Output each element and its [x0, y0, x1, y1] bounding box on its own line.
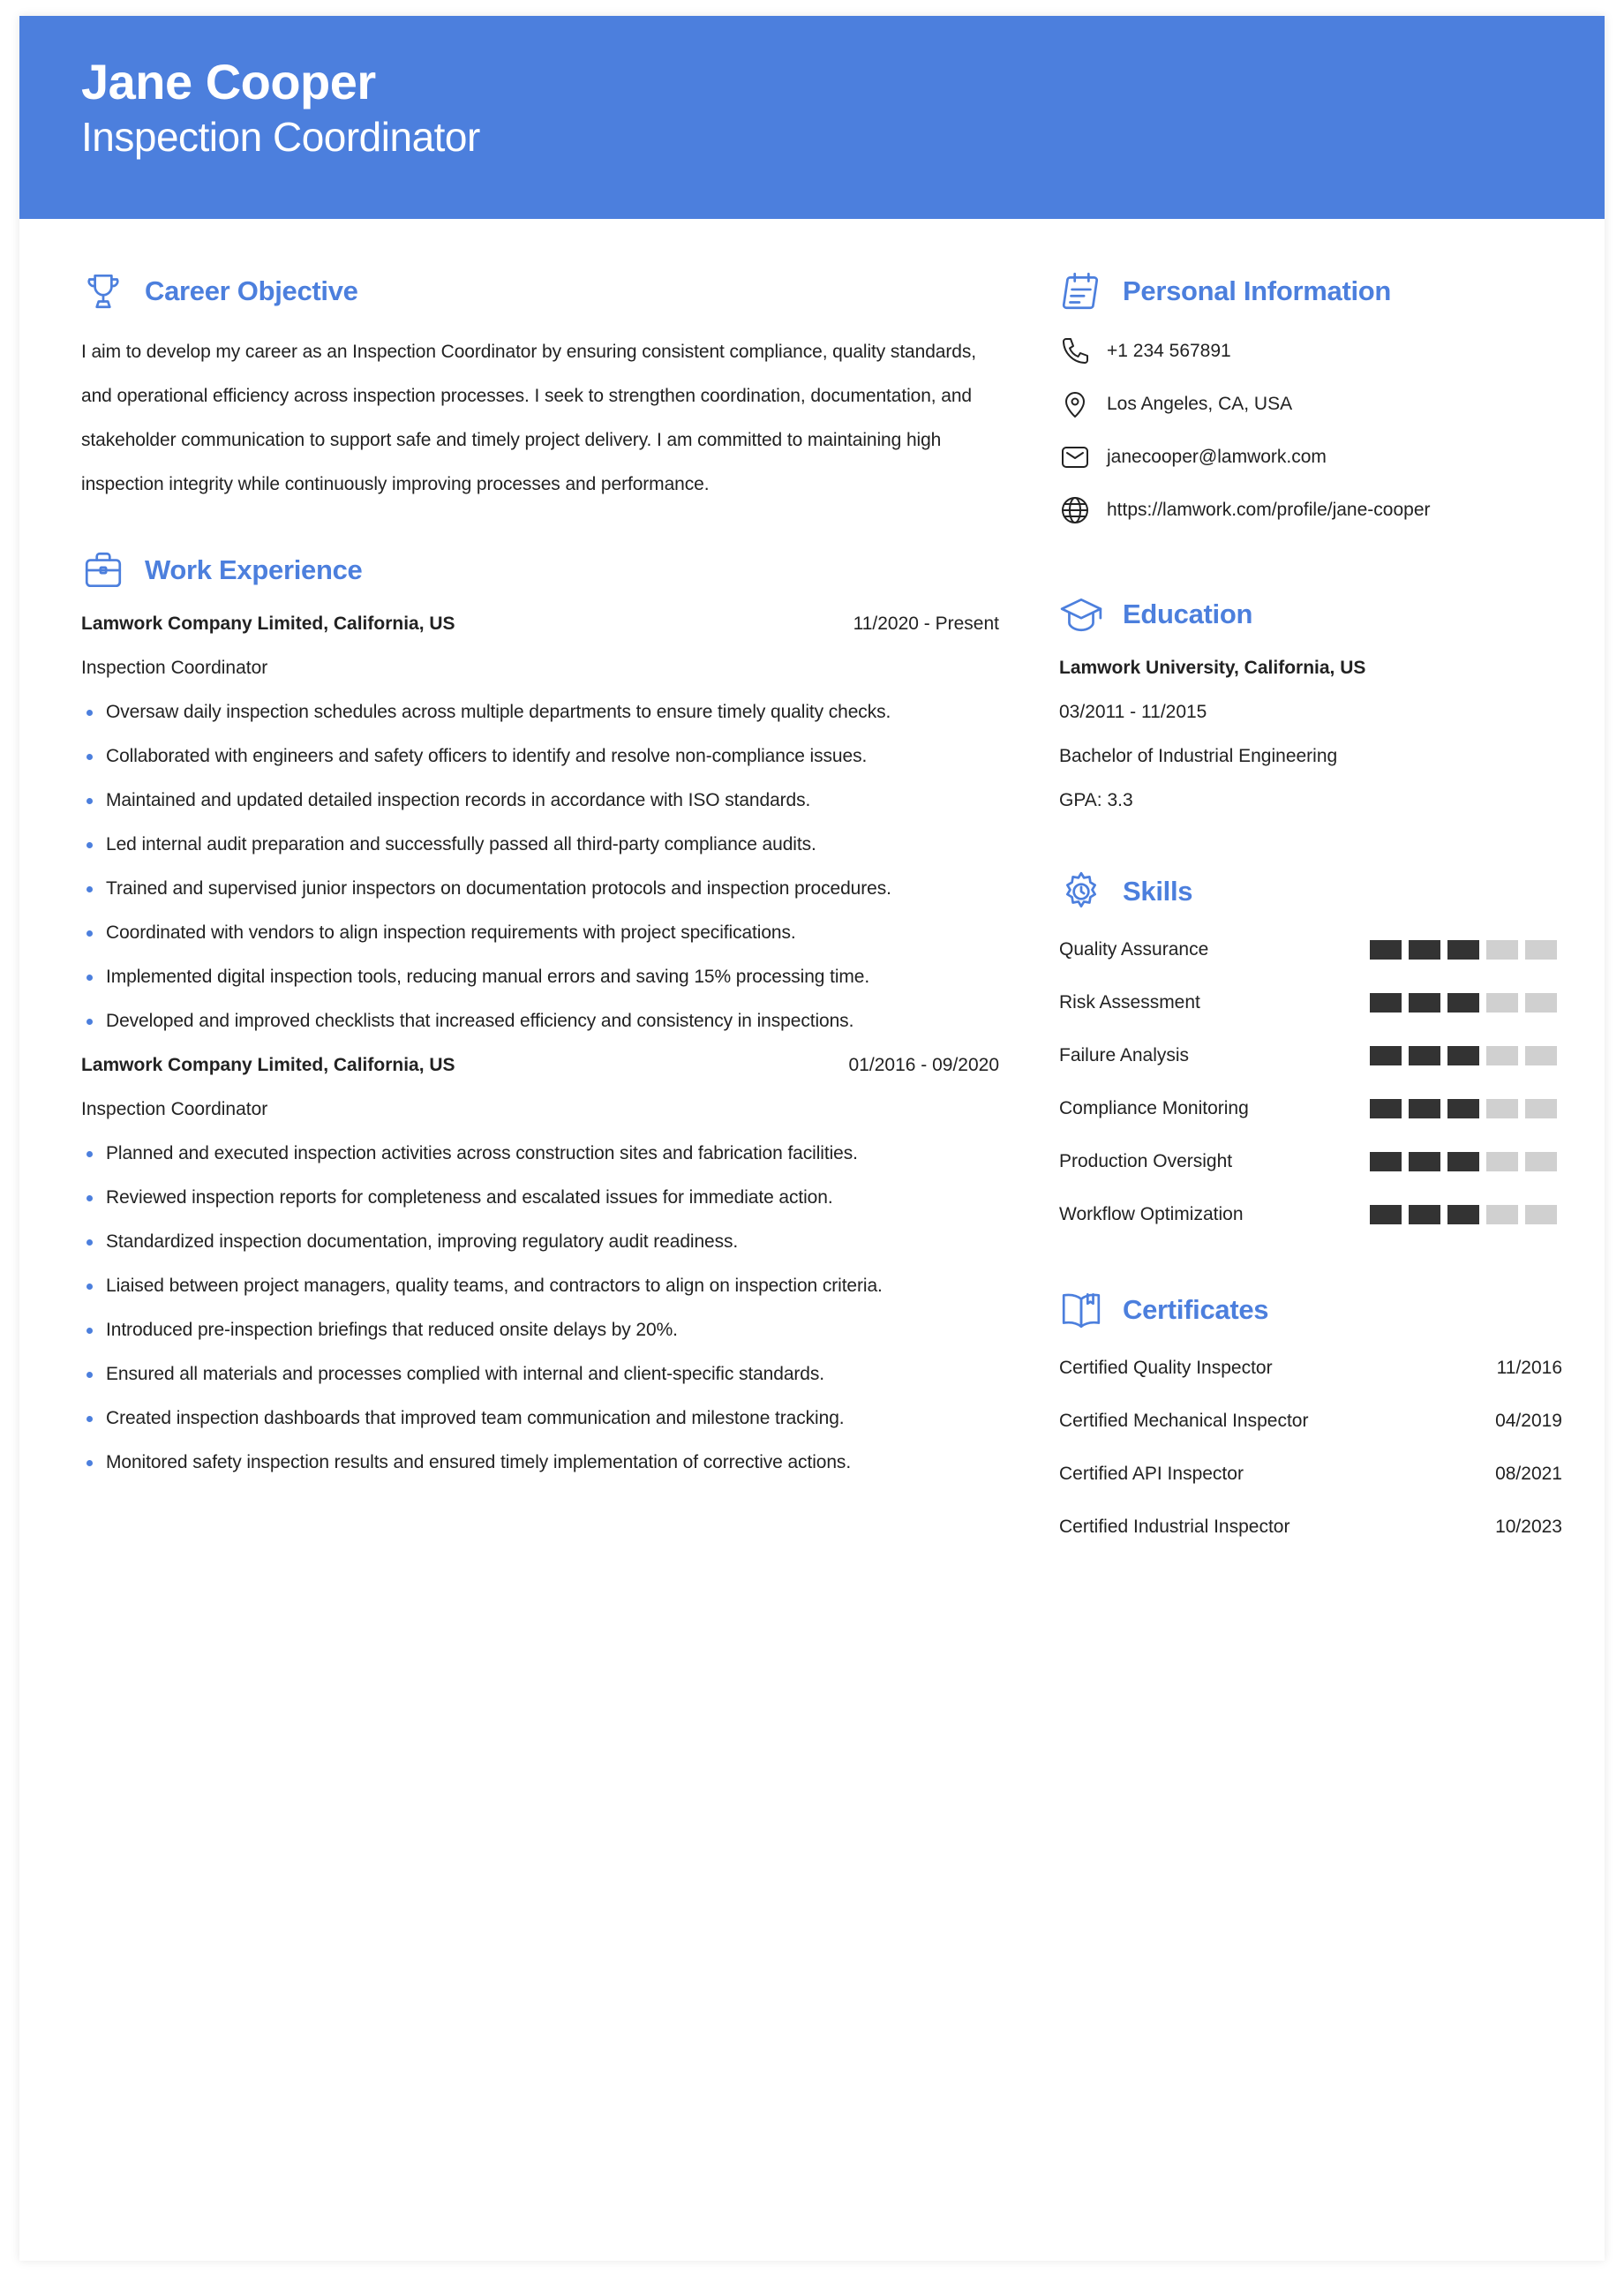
- career-objective-text: [81, 330, 999, 507]
- skill-segment-empty: [1525, 1099, 1557, 1118]
- skill-segment-empty: [1525, 1046, 1557, 1065]
- candidate-name: Jane Cooper: [81, 54, 376, 109]
- bullet-item: Reviewed inspection reports for completeness and escalated issues for immediate action.: [81, 1176, 999, 1220]
- education-degree: Bachelor of Industrial Engineering: [1059, 746, 1338, 766]
- certificates-list: [1059, 1342, 1562, 1554]
- right-column: [1059, 263, 1562, 1554]
- bullet-item: Trained and supervised junior inspectors on documentation protocols and inspection procedures.: [81, 867, 999, 911]
- candidate-title: Inspection Coordinator: [81, 114, 480, 161]
- skill-segment-empty: [1486, 1152, 1518, 1171]
- job-header: [81, 602, 999, 646]
- bullet-item: Introduced pre-inspection briefings that reduced onsite delays by 20%.: [81, 1308, 999, 1352]
- bullet-item: Liaised between project managers, quality teams, and contractors to align on inspection criteria.: [81, 1264, 999, 1308]
- location-pin-icon: [1059, 388, 1091, 420]
- skill-segment-empty: [1525, 993, 1557, 1013]
- skill-segment-filled: [1370, 940, 1402, 960]
- skill-segment-filled: [1409, 1046, 1440, 1065]
- bullet-item: Oversaw daily inspection schedules across multiple departments to ensure timely quality checks.: [81, 690, 999, 734]
- job-entry: [81, 602, 999, 1043]
- section-title: Personal Information: [1123, 275, 1392, 306]
- education-dates: 03/2011 - 11/2015: [1059, 702, 1207, 722]
- skill-row: [1059, 1188, 1562, 1241]
- certificate-date: 08/2021: [1495, 1464, 1562, 1484]
- section-header: [1059, 1282, 1562, 1338]
- certificate-date: 10/2023: [1495, 1517, 1562, 1537]
- skills-list: [1059, 923, 1562, 1241]
- skill-segment-filled: [1447, 1152, 1479, 1171]
- education-section: [1059, 586, 1562, 823]
- skill-name: Quality Assurance: [1059, 939, 1209, 960]
- skill-segment-filled: [1447, 1099, 1479, 1118]
- bullet-item: Ensured all materials and processes complied with internal and client-specific standards.: [81, 1352, 999, 1396]
- job-dates: 11/2020 - Present: [853, 614, 999, 634]
- bullet-item: Monitored safety inspection results and ensured timely implementation of corrective actions.: [81, 1441, 999, 1485]
- skill-segment-filled: [1409, 1099, 1440, 1118]
- work-experience-section: [81, 542, 999, 1485]
- bullet-item: Collaborated with engineers and safety officers to identify and resolve non-compliance issues.: [81, 734, 999, 779]
- text-line: I aim to develop my career as an Inspection Coordinator by ensuring consistent compliance, quality standards,: [81, 342, 976, 362]
- calendar-note-icon: [1059, 269, 1103, 313]
- skills-section: [1059, 863, 1562, 1241]
- location-row: [1059, 378, 1562, 431]
- skill-segment-filled: [1409, 993, 1440, 1013]
- bullet-item: Standardized inspection documentation, improving regulatory audit readiness.: [81, 1220, 999, 1264]
- location-text: Los Angeles, CA, USA: [1107, 394, 1293, 414]
- graduation-cap-icon: [1059, 592, 1103, 636]
- book-icon: [1059, 1288, 1103, 1332]
- skill-segment-filled: [1447, 1205, 1479, 1224]
- skill-segment-empty: [1486, 993, 1518, 1013]
- text-line: inspection integrity while continuously improving processes and performance.: [81, 474, 710, 494]
- skill-name: Compliance Monitoring: [1059, 1098, 1249, 1118]
- job-bullets: [81, 1132, 999, 1485]
- job-dates: 01/2016 - 09/2020: [848, 1055, 999, 1075]
- bullet-item: Led internal audit preparation and successfully passed all third-party compliance audits.: [81, 823, 999, 867]
- section-header: [1059, 263, 1562, 320]
- job-header: [81, 1043, 999, 1088]
- skill-level-bar: [1370, 940, 1557, 960]
- certificate-row: [1059, 1448, 1562, 1501]
- skill-segment-filled: [1447, 1046, 1479, 1065]
- skill-segment-filled: [1370, 1152, 1402, 1171]
- section-title: Career Objective: [145, 275, 358, 306]
- bullet-item: Developed and improved checklists that increased efficiency and consistency in inspections.: [81, 999, 999, 1043]
- certificates-section: [1059, 1282, 1562, 1554]
- section-header: [1059, 863, 1562, 920]
- skill-segment-empty: [1486, 1046, 1518, 1065]
- mail-icon: [1059, 441, 1091, 473]
- bullet-item: Planned and executed inspection activities across construction sites and fabrication facilities.: [81, 1132, 999, 1176]
- skill-row: [1059, 1082, 1562, 1135]
- certificate-name: Certified Mechanical Inspector: [1059, 1411, 1309, 1431]
- skill-segment-empty: [1486, 1099, 1518, 1118]
- skill-level-bar: [1370, 1205, 1557, 1224]
- skill-segment-filled: [1409, 1205, 1440, 1224]
- gear-clock-icon: [1059, 869, 1103, 914]
- email-text[interactable]: janecooper@lamwork.com: [1107, 447, 1327, 467]
- skill-name: Workflow Optimization: [1059, 1204, 1244, 1224]
- job-bullets: [81, 690, 999, 1043]
- skill-name: Failure Analysis: [1059, 1045, 1190, 1065]
- education-gpa: GPA: 3.3: [1059, 790, 1133, 810]
- education-school: Lamwork University, California, US: [1059, 658, 1366, 678]
- career-objective-section: [81, 263, 999, 507]
- certificate-date: 11/2016: [1496, 1358, 1562, 1378]
- skill-segment-filled: [1370, 1046, 1402, 1065]
- skill-row: [1059, 923, 1562, 976]
- bullet-item: Implemented digital inspection tools, reducing manual errors and saving 15% processing time.: [81, 955, 999, 999]
- skill-segment-empty: [1525, 1205, 1557, 1224]
- briefcase-icon: [81, 548, 125, 592]
- skill-segment-empty: [1486, 940, 1518, 960]
- email-row: [1059, 431, 1562, 484]
- certificate-name: Certified Quality Inspector: [1059, 1358, 1273, 1378]
- skill-level-bar: [1370, 993, 1557, 1013]
- certificate-name: Certified API Inspector: [1059, 1464, 1244, 1484]
- job-role: Inspection Coordinator: [81, 658, 268, 678]
- skill-row: [1059, 976, 1562, 1029]
- job-entry: [81, 1043, 999, 1485]
- resume-header: [19, 16, 1605, 219]
- section-title: Skills: [1123, 876, 1193, 907]
- bullet-item: Maintained and updated detailed inspection records in accordance with ISO standards.: [81, 779, 999, 823]
- skill-segment-filled: [1409, 940, 1440, 960]
- globe-icon: [1059, 494, 1091, 526]
- skill-segment-empty: [1486, 1205, 1518, 1224]
- bullet-item: Created inspection dashboards that improved team communication and milestone tracking.: [81, 1396, 999, 1441]
- website-row: [1059, 484, 1562, 537]
- section-header: [81, 263, 999, 320]
- section-header: [81, 542, 999, 598]
- text-line: and operational efficiency across inspection processes. I seek to strengthen coordination, documentation, and: [81, 386, 973, 406]
- job-company: Lamwork Company Limited, California, US: [81, 614, 455, 634]
- section-title: Education: [1123, 598, 1253, 629]
- skill-level-bar: [1370, 1099, 1557, 1118]
- section-header: [1059, 586, 1562, 643]
- job-company: Lamwork Company Limited, California, US: [81, 1055, 455, 1075]
- bullet-item: Coordinated with vendors to align inspection requirements with project specifications.: [81, 911, 999, 955]
- skill-name: Production Oversight: [1059, 1151, 1233, 1171]
- skill-level-bar: [1370, 1152, 1557, 1171]
- skill-level-bar: [1370, 1046, 1557, 1065]
- skill-segment-empty: [1525, 940, 1557, 960]
- skill-row: [1059, 1029, 1562, 1082]
- skill-segment-filled: [1370, 1205, 1402, 1224]
- skill-segment-empty: [1525, 1152, 1557, 1171]
- website-link[interactable]: https://lamwork.com/profile/jane-cooper: [1107, 500, 1431, 520]
- section-title: Certificates: [1123, 1294, 1269, 1325]
- skill-name: Risk Assessment: [1059, 992, 1200, 1013]
- skill-segment-filled: [1447, 993, 1479, 1013]
- skill-segment-filled: [1447, 940, 1479, 960]
- certificate-date: 04/2019: [1495, 1411, 1562, 1431]
- phone-icon: [1059, 335, 1091, 367]
- resume-page: [19, 16, 1605, 2261]
- skill-segment-filled: [1370, 1099, 1402, 1118]
- section-title: Work Experience: [145, 554, 363, 585]
- skill-row: [1059, 1135, 1562, 1188]
- skill-segment-filled: [1370, 993, 1402, 1013]
- text-line: stakeholder communication to support safe and timely project delivery. I am committed to maintaining high: [81, 430, 942, 450]
- certificate-row: [1059, 1501, 1562, 1554]
- job-role: Inspection Coordinator: [81, 1099, 268, 1119]
- phone-row: [1059, 325, 1562, 378]
- phone-text: +1 234 567891: [1107, 341, 1231, 361]
- certificate-name: Certified Industrial Inspector: [1059, 1517, 1290, 1537]
- skill-segment-filled: [1409, 1152, 1440, 1171]
- certificate-row: [1059, 1342, 1562, 1395]
- trophy-icon: [81, 269, 125, 313]
- certificate-row: [1059, 1395, 1562, 1448]
- left-column: [81, 263, 999, 1485]
- personal-information-section: [1059, 263, 1562, 537]
